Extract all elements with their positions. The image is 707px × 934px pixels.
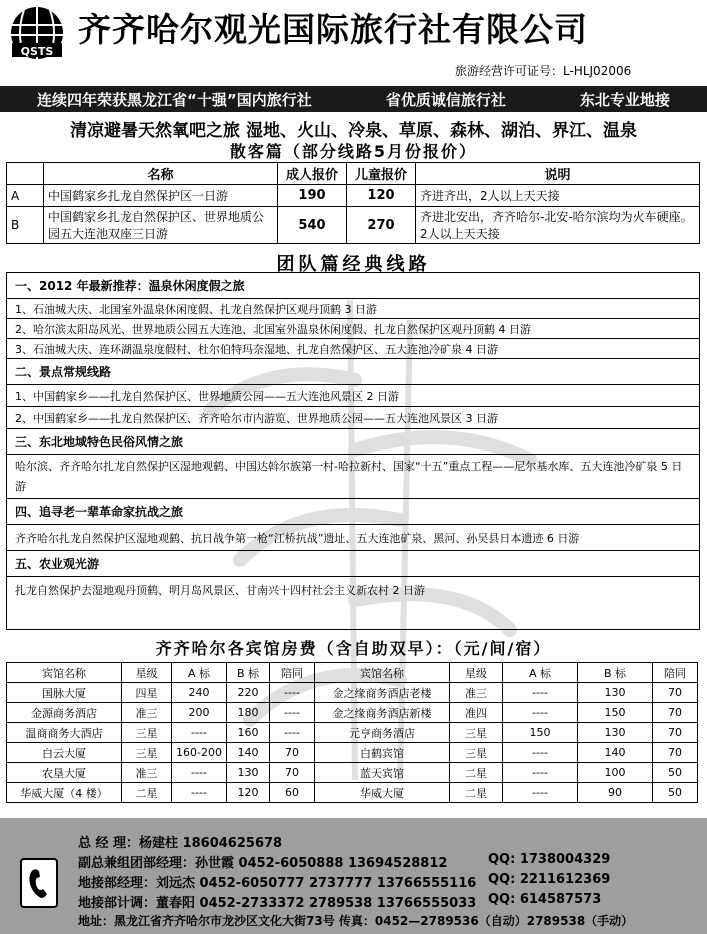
child-price: 270	[347, 207, 416, 244]
row-code: B	[7, 207, 44, 244]
header	[0, 0, 707, 84]
footer-line	[78, 912, 633, 929]
slogan-item: 东北专业地接	[579, 90, 670, 109]
table-row	[7, 683, 698, 703]
table-row	[7, 763, 698, 783]
adult-price: 540	[278, 207, 347, 244]
table-cell: 二星	[122, 783, 172, 803]
team-section-heading: 三、东北地域特色民俗风情之旅	[7, 429, 699, 455]
table-cell: 70	[653, 743, 698, 763]
child-price: 120	[347, 185, 416, 207]
table-header-row	[7, 663, 698, 683]
route-name: 中国鹤家乡扎龙自然保护区、世界地质公园五大连池双座三日游	[44, 207, 278, 244]
table-row	[7, 703, 698, 723]
table-cell: 140	[227, 743, 270, 763]
team-title: 团队篇经典线路	[276, 254, 431, 275]
scatter-title: 散客篇（部分线路5月份报价）	[229, 142, 478, 161]
contact-footer	[0, 818, 707, 934]
table-row	[7, 743, 698, 763]
table-cell: 二星	[450, 763, 503, 783]
table-cell: ----	[172, 763, 227, 783]
table-header-row	[7, 163, 700, 185]
qq-number: QQ: 2211612369	[488, 872, 611, 887]
table-header	[7, 163, 44, 185]
globe-logo-icon	[4, 5, 70, 65]
table-cell: 金之缘商务酒店新楼	[315, 703, 450, 723]
table-cell: ----	[503, 743, 578, 763]
table-cell: 华威大厦	[315, 783, 450, 803]
list-item: 扎龙自然保护去湿地观丹顶鹤、明月岛风景区、甘南兴十四村社会主义新农村 2 日游	[15, 584, 425, 597]
table-cell: 140	[578, 743, 653, 763]
table-cell: ----	[270, 723, 315, 743]
table-cell: 130	[227, 763, 270, 783]
table-cell: ----	[503, 683, 578, 703]
table-cell: 白云大厦	[7, 743, 122, 763]
table-cell: 150	[503, 723, 578, 743]
table-cell: 60	[270, 783, 315, 803]
table-cell: ----	[503, 703, 578, 723]
route-note: 齐进北安出，齐齐哈尔-北安-哈尔滨均为火车硬座。2人以上天天接	[416, 207, 700, 244]
scenic-tagline: 清凉避暑天然氧吧之旅 湿地、火山、冷泉、草原、森林、湖泊、界江、温泉	[70, 121, 637, 141]
table-cell: 金源商务酒店	[7, 703, 122, 723]
slogan-item: 连续四年荣获黑龙江省“十强”国内旅行社	[37, 90, 312, 109]
list-item: 3、石油城大庆、连环湖温泉度假村、杜尔伯特玛奈湿地、扎龙自然保护区、五大连池冷矿泉 4 日游	[7, 339, 699, 359]
table-cell: 四星	[122, 683, 172, 703]
table-header: 宾馆名称	[315, 663, 450, 683]
contact-text: 总 经 理：杨建柱 18604625678	[78, 836, 283, 851]
table-cell: 准三	[122, 763, 172, 783]
table-cell: 华威大厦（4 楼）	[7, 783, 122, 803]
scatter-price-table	[6, 162, 700, 244]
table-cell: ----	[503, 763, 578, 783]
table-cell: 50	[653, 783, 698, 803]
table-cell: 120	[227, 783, 270, 803]
table-cell: 130	[578, 723, 653, 743]
table-cell: 160	[227, 723, 270, 743]
table-cell: 准三	[450, 683, 503, 703]
table-cell: 准四	[450, 703, 503, 723]
table-cell: 准三	[122, 703, 172, 723]
hotel-title: 齐齐哈尔各宾馆房费（含自助双早）：（元/间/宿）	[155, 639, 552, 658]
footer-line	[78, 832, 282, 851]
table-header: A 标	[503, 663, 578, 683]
list-item: 齐齐哈尔扎龙自然保护区湿地观鹤、抗日战争第一枪“江桥抗战”遗址、五大连池矿泉、黑河、孙吴县日本遗迹 6 日游	[7, 525, 699, 551]
table-header: 儿童报价	[347, 163, 416, 185]
table-row	[7, 207, 700, 244]
table-header: B 标	[227, 663, 270, 683]
table-cell: 130	[578, 683, 653, 703]
table-cell: 70	[270, 743, 315, 763]
table-cell: ----	[172, 783, 227, 803]
table-cell: 国脉大厦	[7, 683, 122, 703]
table-cell: 220	[227, 683, 270, 703]
table-cell: ----	[503, 783, 578, 803]
team-routes-box	[6, 272, 700, 630]
footer-line	[78, 872, 611, 891]
table-header: 成人报价	[278, 163, 347, 185]
list-item: 2、中国鹤家乡——扎龙自然保护区、齐齐哈尔市内游览、世界地质公园——五大连池风景区 3 日游	[7, 407, 699, 429]
table-cell: 160-200	[172, 743, 227, 763]
footer-line	[78, 892, 602, 911]
table-cell: 元亨商务酒店	[315, 723, 450, 743]
table-header: 陪同	[270, 663, 315, 683]
table-cell: 150	[578, 703, 653, 723]
footer-line	[78, 852, 611, 871]
table-header: 说明	[416, 163, 700, 185]
table-cell: 50	[653, 763, 698, 783]
qq-number: QQ: 614587573	[488, 892, 602, 907]
team-section-heading: 一、2012 年最新推荐：温泉休闲度假之旅	[7, 273, 699, 299]
table-cell: 农垦大厦	[7, 763, 122, 783]
team-section-heading: 二、景点常规线路	[7, 359, 699, 385]
table-cell: ----	[172, 723, 227, 743]
table-cell: 70	[653, 703, 698, 723]
contact-text: 地接部计调：董春阳 0452-2733372 2789538 13766555033	[78, 896, 477, 911]
address-text: 地址：黑龙江省齐齐哈尔市龙沙区文化大街73号 传真：0452—2789536（自动）2789538（手动）	[78, 914, 634, 928]
team-section-heading: 四、追寻老一辈革命家抗战之旅	[7, 499, 699, 525]
table-cell: ----	[270, 703, 315, 723]
table-cell: ----	[270, 683, 315, 703]
table-cell: 180	[227, 703, 270, 723]
table-cell: 90	[578, 783, 653, 803]
table-header: 星级	[450, 663, 503, 683]
list-item: 哈尔滨、齐齐哈尔扎龙自然保护区湿地观鹤、中国达斡尔族第一村-哈拉新村、国家“十五”重点工程——尼尔基水库、五大连池冷矿泉 5 日游	[7, 455, 699, 499]
table-cell: 70	[653, 683, 698, 703]
team-section-heading: 五、农业观光游	[7, 551, 699, 577]
table-header: 名称	[44, 163, 278, 185]
table-cell: 三星	[450, 723, 503, 743]
list-item: 2、哈尔滨太阳岛风光、世界地质公园五大连池、北国室外温泉休闲度假、扎龙自然保护区观丹顶鹤 4 日游	[7, 319, 699, 339]
table-row	[7, 723, 698, 743]
slogan-banner	[0, 86, 707, 112]
table-cell: 240	[172, 683, 227, 703]
license-number: 旅游经营许可证号：L-HLJ02006	[455, 64, 632, 78]
table-cell: 100	[578, 763, 653, 783]
logo-text: QSTS	[20, 45, 54, 58]
adult-price: 190	[278, 185, 347, 207]
table-cell: 金之缘商务酒店老楼	[315, 683, 450, 703]
table-cell: 三星	[122, 723, 172, 743]
table-row	[7, 783, 698, 803]
list-item: 1、石油城大庆、北国室外温泉休闲度假、扎龙自然保护区观丹顶鹤 3 日游	[7, 299, 699, 319]
company-name: 齐齐哈尔观光国际旅行社有限公司	[78, 10, 588, 49]
table-cell: 三星	[450, 743, 503, 763]
table-cell: 70	[653, 723, 698, 743]
table-cell: 蓝天宾馆	[315, 763, 450, 783]
phone-icon	[20, 858, 58, 908]
table-header: 陪同	[653, 663, 698, 683]
table-header: A 标	[172, 663, 227, 683]
list-item: 1、中国鹤家乡——扎龙自然保护区、世界地质公园——五大连池风景区 2 日游	[7, 385, 699, 407]
route-note: 齐进齐出，2人以上天天接	[416, 185, 700, 207]
table-header: 宾馆名称	[7, 663, 122, 683]
table-header: B 标	[578, 663, 653, 683]
slogan-item: 省优质诚信旅行社	[385, 90, 506, 109]
table-cell: 二星	[450, 783, 503, 803]
route-name: 中国鹤家乡扎龙自然保护区一日游	[44, 185, 278, 207]
qq-number: QQ: 1738004329	[488, 852, 611, 867]
table-cell: 三星	[122, 743, 172, 763]
table-cell: 温商商务大酒店	[7, 723, 122, 743]
contact-text: 地接部经理：刘远杰 0452-6050777 2737777 13766555116	[78, 876, 477, 891]
row-code: A	[7, 185, 44, 207]
table-header: 星级	[122, 663, 172, 683]
hotel-price-table	[6, 662, 698, 803]
contact-text: 副总兼组团部经理：孙世霞 0452-6050888 13694528812	[78, 856, 448, 871]
table-cell: 70	[270, 763, 315, 783]
table-row	[7, 185, 700, 207]
table-cell: 白鹤宾馆	[315, 743, 450, 763]
table-cell: 200	[172, 703, 227, 723]
